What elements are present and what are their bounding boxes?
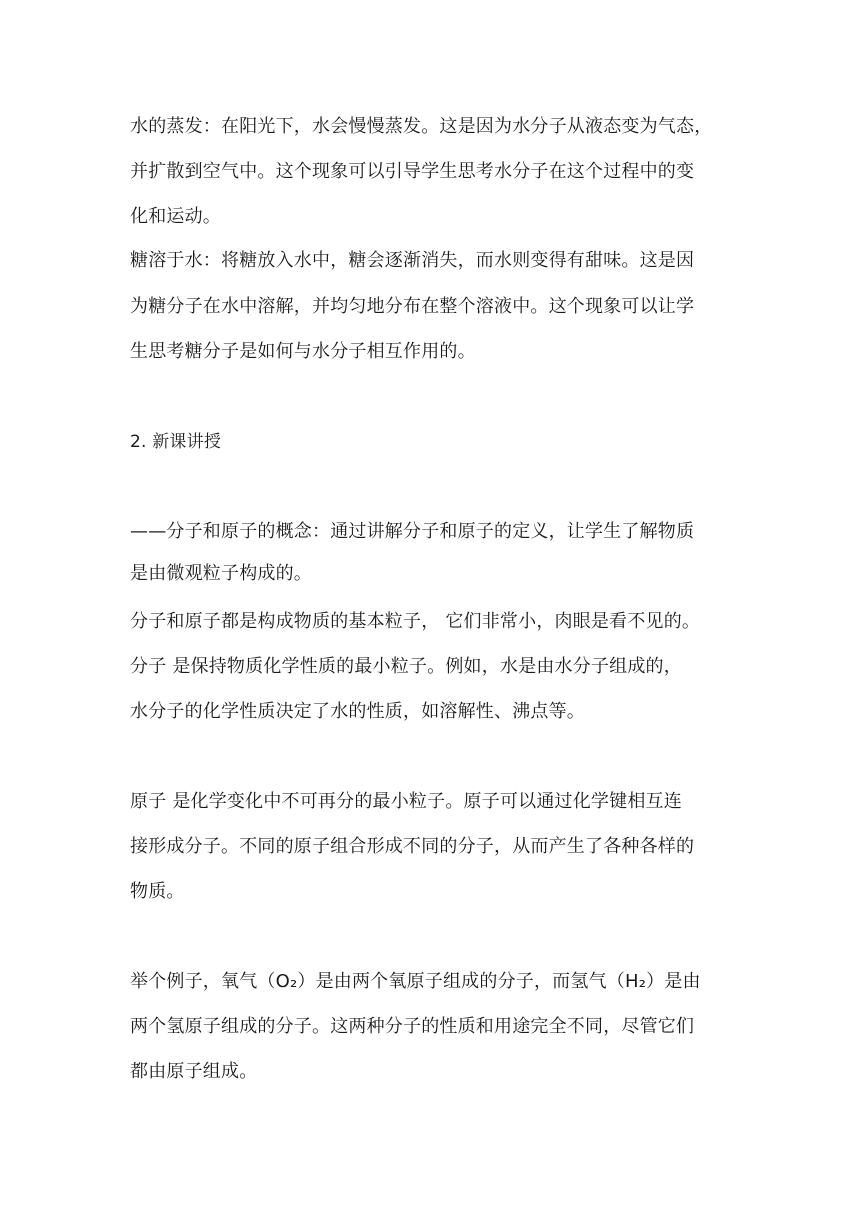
- paragraph-example-line-2: 两个氢原子组成的分子。这两种分子的性质和用途完全不同，尽管它们: [130, 1016, 695, 1037]
- paragraph-example-line-1: 举个例子，氧气（O₂）是由两个氧原子组成的分子，而氢气（H₂）是由: [130, 971, 701, 992]
- paragraph-concepts-line-1: ——分子和原子的概念：通过讲解分子和原子的定义，让学生了解物质: [130, 521, 695, 542]
- paragraph-concepts-line-2: 是由微观粒子构成的。: [130, 563, 312, 584]
- paragraph-water-evaporation-line-1: 水的蒸发：在阳光下，水会慢慢蒸发。这是因为水分子从液态变为气态，: [130, 116, 713, 137]
- paragraph-water-evaporation-line-2: 并扩散到空气中。这个现象可以引导学生思考水分子在这个过程中的变: [130, 161, 695, 182]
- paragraph-example-line-3: 都由原子组成。: [130, 1061, 258, 1082]
- section-heading: 2. 新课讲授: [130, 432, 222, 452]
- paragraph-molecule-line-3: 水分子的化学性质决定了水的性质，如溶解性、沸点等。: [130, 701, 585, 722]
- paragraph-molecule-line-1: 分子和原子都是构成物质的基本粒子， 它们非常小，肉眼是看不见的。: [130, 611, 701, 632]
- paragraph-sugar-dissolve-line-1: 糖溶于水：将糖放入水中，糖会逐渐消失，而水则变得有甜味。这是因: [130, 250, 695, 271]
- paragraph-molecule-line-2: 分子 是保持物质化学性质的最小粒子。例如，水是由水分子组成的，: [130, 656, 682, 677]
- paragraph-sugar-dissolve-line-3: 生思考糖分子是如何与水分子相互作用的。: [130, 341, 476, 362]
- paragraph-atom-line-3: 物质。: [130, 881, 185, 902]
- paragraph-water-evaporation-line-3: 化和运动。: [130, 206, 221, 227]
- paragraph-atom-line-2: 接形成分子。不同的原子组合形成不同的分子，从而产生了各种各样的: [130, 836, 695, 857]
- paragraph-atom-line-1: 原子 是化学变化中不可再分的最小粒子。原子可以通过化学键相互连: [130, 791, 682, 812]
- paragraph-sugar-dissolve-line-2: 为糖分子在水中溶解，并均匀地分布在整个溶液中。这个现象可以让学: [130, 296, 695, 317]
